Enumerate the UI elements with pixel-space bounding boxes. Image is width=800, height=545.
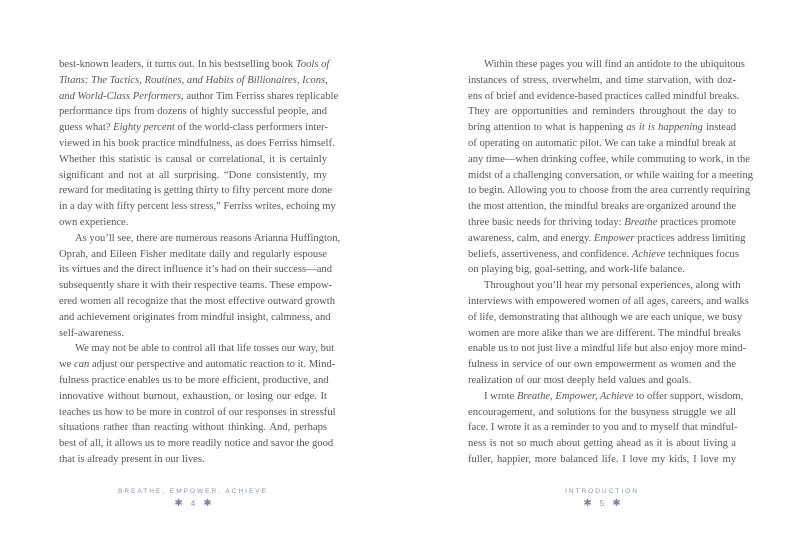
text-run: of operating on automatic pilot. We can take a mindful break at [468,137,736,149]
text-run: Throughout you’ll hear my personal experiences, along with [484,280,741,292]
text-line [468,310,743,326]
text-run: midst of a challenging conversation, or while waiting for a meeting [468,169,754,181]
text-run: to begin. Allowing you to choose from the area currently requiring [468,185,751,197]
text-run: encouragement, and solutions for the busyness struggle we all [468,406,736,418]
italic-text: can [74,359,90,371]
italic-text: Titans: The Tactics, Routines, and Habits of Billionaires, Icons, [59,74,328,86]
text-run: situations rather than reacting without thinking. And, perhaps [59,422,327,434]
text-line [468,357,736,373]
italic-text: Breathe [624,216,658,228]
page-number: 5 [599,499,605,508]
text-run: enable us to not just live a mindful life but also enjoy more mind- [468,343,747,355]
text-line [468,278,741,294]
asterisk-ornament-icon: ✱ [203,498,212,509]
text-line [468,326,741,342]
text-line [468,436,736,452]
text-run: in a day with fifty percent less stress,” Ferriss writes, echoing my [59,201,336,213]
text-run: performance tips from dozens of highly successful people, and [59,106,327,118]
text-line [468,73,736,89]
text-run: interviews with empowered women of all ages, careers, and walks [468,295,749,307]
text-run: best of all, it allows us to more readily notice and savor the good [59,438,334,450]
text-run: three basic needs for thriving today: [468,216,625,228]
text-run: fulness practice enables us to be more efficient, productive, and [59,374,329,386]
text-run: any time—when drinking coffee, while commuting to work, in the [468,153,750,165]
text-run: we [59,359,75,371]
text-line [468,57,745,73]
text-run: face. I wrote it as a reminder to you and to myself that mindful- [468,422,738,434]
text-run: beliefs, assertiveness, and confidence. [468,248,632,260]
text-run: As you’ll see, there are numerous reasons Arianna Huffington, [75,232,341,244]
italic-text: Achieve [631,248,666,260]
text-run: ens of brief and evidence-based practices called mindful breaks. [468,90,740,102]
text-run: women are more alike than we are different. The mindful breaks [468,327,741,339]
asterisk-ornament-icon: ✱ [583,498,592,509]
text-line [468,120,736,136]
italic-text: Tools of [295,59,330,70]
text-run: Whether this statistic is causal or correlational, it is certainly [59,153,327,165]
text-line [468,183,751,199]
text-run: practices promote [657,216,736,228]
text-line [468,136,736,152]
text-run: ered women all recognize that the most effective outward growth [59,295,336,307]
text-run: guess what? [59,122,114,134]
text-run: bring attention to what is happening [468,122,627,134]
text-line [468,420,736,436]
text-line [468,199,736,215]
text-run: self-awareness. [59,327,125,339]
text-run: teaches us how to be more in control of our responses in stressful [59,406,336,418]
running-head: INTRODUCTION [565,488,639,495]
text-line [468,373,736,389]
text-line [468,104,736,120]
text-run: awareness, calm, and energy. [468,232,594,244]
text-run: own experience. [59,216,129,228]
italic-text: Empower [593,232,635,244]
text-run: of the world-class performers inter- [174,122,328,134]
text-run: I wrote [484,390,517,402]
text-line [468,168,754,184]
text-run: We may not be able to control all that life tosses our way, but [75,343,335,355]
text-run: and achievement originates from mindful insight, calmness, and [59,311,331,323]
text-run: adjust our perspective and automatic reaction to it. Mind- [89,359,336,371]
text-line [468,389,744,405]
text-run: They are opportunities and reminders throughout the day to [468,106,736,118]
text-run: , author Tim Ferriss shares replicable [181,90,339,102]
right-page-body [468,57,754,468]
text-line [468,231,746,247]
text-line [468,89,740,105]
text-run: innovative without burnout, exhaustion, or losing our edge. It [59,390,327,402]
right-page-footer [502,488,702,509]
text-line [468,405,736,421]
text-run: fuller, happier, more balanced life. I love my kids, I love my [468,453,736,465]
text-run: that is already present in our lives. [59,453,205,465]
asterisk-ornament-icon: ✱ [612,498,621,509]
italic-text: Eighty percent [113,122,175,134]
text-run: reward for meditating is getting thirty to fifty percent more done [59,185,333,197]
text-run: the most attention, the mindful breaks are organized around the [468,201,737,213]
text-run: ness is not so much about getting ahead as it is about living a [468,438,736,450]
text-run: instead [702,122,736,134]
text-run: Oprah, and Eileen Fisher meditate daily and regularly espouse [59,248,327,260]
text-line [468,294,749,310]
text-run: of life, demonstrating that although we are each unique, we busy [468,311,743,323]
text-run: subsequently share it with their respective teams. These empow- [59,280,333,292]
text-line [468,152,750,168]
text-run: practices address limiting [634,232,746,244]
text-run: Within these pages you will find an antidote to the ubiquitous [484,59,745,70]
text-run: best-known leaders, it turns out. In his bestselling book [59,59,296,70]
text-run: fulness in service of our own empowerment as women and the [468,359,736,371]
text-line [468,452,736,468]
text-run: significant and not at all surprising. “Done consistently, my [59,169,327,181]
text-line [468,341,747,357]
asterisk-ornament-icon: ✱ [174,498,183,509]
page-number: 4 [190,499,196,508]
text-run: instances of stress, overwhelm, and time starvation, with doz- [468,74,736,86]
running-head: BREATHE, EMPOWER, ACHIEVE [118,488,268,495]
text-run: realization of our most deeply held values and goals. [468,374,692,386]
italic-text: Breathe, Empower, Achieve [516,390,634,402]
text-line [468,215,736,231]
text-run: techniques focus [665,248,739,260]
italic-text: as it is happening [626,122,703,134]
text-run: on playing big, goal-setting, and work-life balance. [468,264,685,276]
text-run: to offer support, wisdom, [633,390,744,402]
text-line [468,247,739,263]
text-run: its virtues and the direct influence it’s had on their success—and [59,264,333,276]
text-line [468,262,736,278]
italic-text: and World-Class Performers [59,90,182,102]
text-run: viewed in his book practice mindfulness, as does Ferriss himself. [59,137,335,149]
